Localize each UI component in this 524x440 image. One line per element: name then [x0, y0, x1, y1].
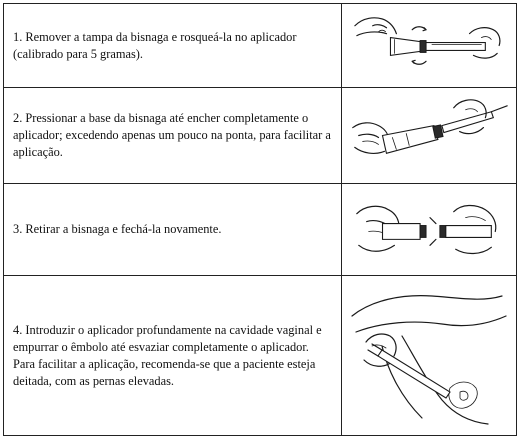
hands-squeezing-tube-icon	[342, 88, 516, 183]
hands-screwing-applicator-icon	[342, 4, 516, 87]
step-row-1	[4, 4, 516, 88]
step-1-text: 1. Remover a tampa da bisnaga e rosqueá-la no aplicador (calibrado para 5 gramas).	[13, 29, 297, 61]
step-2-illustration	[342, 88, 516, 183]
hands-separating-tube-icon	[342, 184, 516, 275]
step-2-text: 2. Pressionar a base da bisnaga até encher completamente o aplicador; excedendo apenas um pouco na ponta, para facilitar a aplicação.	[13, 111, 331, 159]
step-4-text-cell	[4, 276, 342, 435]
step-row-2	[4, 88, 516, 184]
step-4-text: 4. Introduzir o aplicador profundamente na cavidade vaginal e empurrar o êmbolo até esvaziar completamente o aplicador. Para facilitar a aplicação, recomenda-se que a paciente esteja deitada, com as pernas elevadas.	[13, 322, 322, 388]
step-3-text-cell	[4, 184, 342, 275]
step-4-illustration	[342, 276, 516, 435]
step-2-text-cell	[4, 88, 342, 183]
applicator-insertion-icon	[342, 276, 516, 435]
step-1-illustration	[342, 4, 516, 87]
step-row-3	[4, 184, 516, 276]
step-row-4	[4, 276, 516, 435]
step-3-illustration	[342, 184, 516, 275]
step-1-text-cell	[4, 4, 342, 87]
instructions-table	[3, 3, 517, 436]
step-3-text: 3. Retirar a bisnaga e fechá-la novamente.	[13, 222, 222, 236]
